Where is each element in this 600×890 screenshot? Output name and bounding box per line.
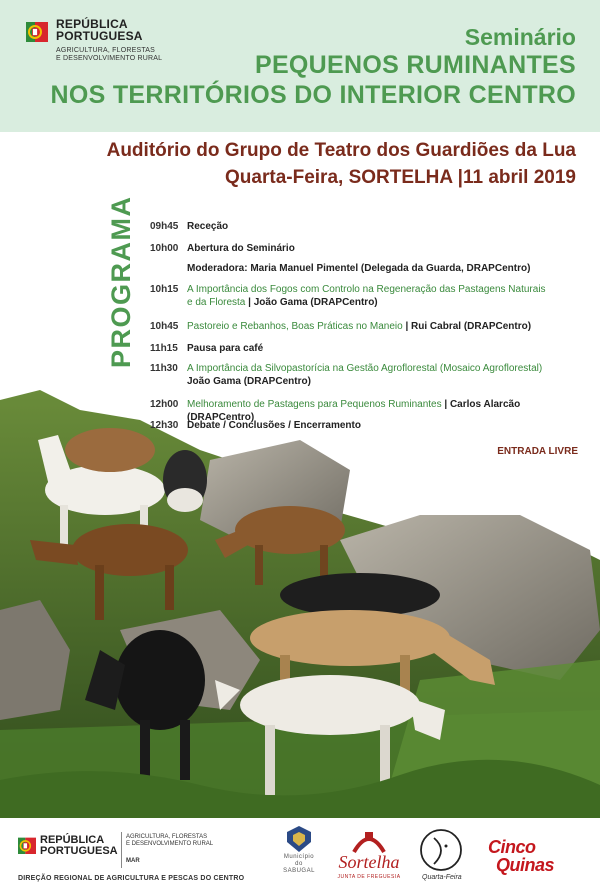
program-time: 12h30 [150, 420, 179, 431]
program-time: 10h00 [150, 243, 179, 254]
program-speaker: | Rui Cabral (DRAPCentro) [402, 321, 532, 332]
footer-ministry [126, 834, 213, 848]
footer-logos [0, 818, 600, 890]
program-title: Pastoreio e Rebanhos, Boas Práticas no Maneio [187, 321, 403, 332]
footer-gov-line1: REPÚBLICA [40, 834, 105, 846]
title-line1: PEQUENOS RUMINANTES [254, 51, 576, 79]
program-title: A Importância da Silvopastorícia na Gestão Agroflorestal (Mosaico Agroflorestal) [187, 363, 543, 374]
program-moderator: Moderadora: Maria Manuel Pimentel (Delegada da Guarda, DRAPCentro) [187, 263, 531, 274]
footer-mar: MAR [126, 858, 140, 864]
sabugal-line3: SABUGAL [283, 868, 315, 874]
quarta-feira-label: Quarta-Feira [422, 874, 462, 881]
gov-name-line2: PORTUGUESA [56, 29, 143, 43]
program-text: Receção [187, 221, 229, 232]
ministry-line1: AGRICULTURA, FLORESTAS [56, 47, 156, 54]
program-time: 09h45 [150, 221, 179, 232]
program-time: 11h30 [150, 363, 178, 374]
program-title: A Importância dos Fogos com Controlo na Regeneração das Pastagens Naturais [187, 284, 546, 295]
cinco-word: Cinco [488, 837, 536, 857]
coat-of-arms-icon [26, 18, 48, 44]
program-title-cont: e da Floresta [187, 297, 246, 308]
sabugal-logo [272, 824, 326, 888]
venue-date: Quarta-Feira, SORTELHA |11 abril 2019 [225, 167, 576, 188]
seminar-title [51, 24, 577, 110]
footer-drap: DIREÇÃO REGIONAL DE AGRICULTURA E PESCAS DO CENTRO [18, 875, 245, 882]
program-title: Melhoramento de Pastagens para Pequenos Ruminantes [187, 399, 442, 410]
footer-ministry-line2: E DESENVOLVIMENTO RURAL [126, 841, 214, 847]
sabugal-line1: Município [283, 854, 315, 860]
program-time: 11h15 [150, 343, 178, 354]
seminar-kicker: Seminário [464, 24, 576, 50]
divider [121, 832, 122, 868]
sabugal-line2: do [295, 861, 303, 867]
sortelha-name: Sortelha [338, 852, 400, 872]
sortelha-logo [336, 824, 402, 884]
gov-name-line1: REPÚBLICA [56, 17, 128, 31]
quarta-feira-moon-icon [416, 826, 466, 874]
venue-place: Auditório do Grupo de Teatro dos Guardiões da Lua [106, 140, 576, 161]
program-text: Debate / Conclusões / Encerramento [187, 420, 361, 431]
quinas-word: Quinas [496, 855, 555, 875]
coat-of-arms-icon [18, 834, 36, 856]
program-time: 12h00 [150, 399, 179, 410]
program-speaker: | Carlos Alarcão (DRAPCentro) [187, 399, 521, 423]
venue-block [107, 138, 576, 192]
footer-gov-line2: PORTUGUESA [40, 845, 118, 857]
program-time: 10h45 [150, 321, 179, 332]
footer-gov-name [40, 835, 118, 857]
quarta-feira-logo [416, 826, 470, 886]
program-speaker: | João Gama (DRAPCentro) [245, 297, 378, 308]
footer-ministry-line1: AGRICULTURA, FLORESTAS [126, 834, 208, 840]
sortelha-castle-icon [336, 824, 402, 854]
free-entry-label: ENTRADA LIVRE [497, 446, 578, 457]
program-text: Pausa para café [187, 343, 264, 354]
sabugal-text [272, 854, 326, 875]
title-line2: NOS TERRITÓRIOS DO INTERIOR CENTRO [50, 81, 576, 109]
sortelha-sub: JUNTA DE FREGUESIA [337, 874, 401, 880]
ministry-line2: E DESENVOLVIMENTO RURAL [56, 55, 163, 62]
header-band [0, 0, 600, 132]
program-text: Abertura do Seminário [187, 243, 295, 254]
program-speaker: João Gama (DRAPCentro) [187, 376, 311, 387]
programa-label: PROGRAMA [106, 195, 136, 368]
cinco-quinas-logo [486, 838, 586, 878]
footer-government-logo [18, 830, 278, 886]
program-time: 10h15 [150, 284, 179, 295]
sabugal-crest-icon [284, 824, 314, 854]
